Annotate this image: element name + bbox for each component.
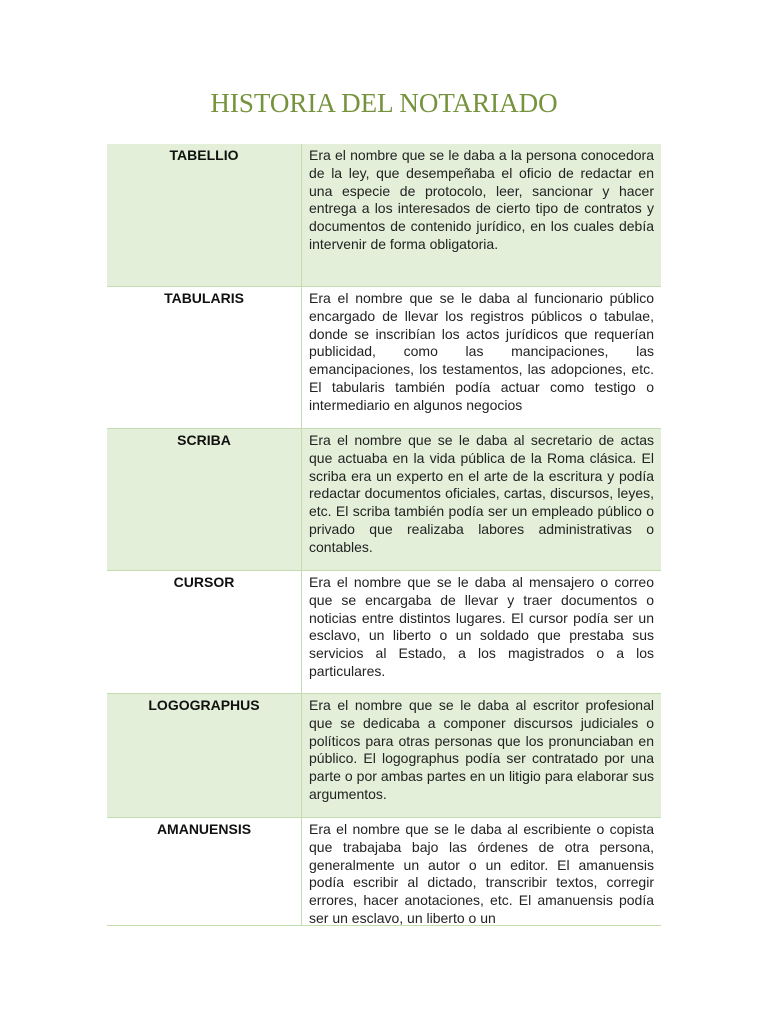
definition-cell: Era el nombre que se le daba al escribiente o copista que trabajaba bajo las órdenes de otra persona, generalmente un autor o un editor. El amanuensis podía escribir al dictado, transcribir textos, corregir errores, hacer anotaciones, etc. El amanuensis podía ser un esclavo, un liberto o un [309, 821, 654, 925]
table-row-scriba [107, 429, 661, 571]
term-cell: TABULARIS [107, 287, 302, 428]
definitions-table [107, 144, 661, 926]
table-row-logographus [107, 694, 661, 818]
table-row-cursor [107, 571, 661, 694]
definition-cell: Era el nombre que se le daba al mensajero o correo que se encargaba de llevar y traer documentos o noticias entre distintos lugares. El cursor podía ser un esclavo, un liberto o un soldado que prestaba sus servicios al Estado, a los magistrados o a los particulares. [309, 574, 654, 679]
definition-cell: Era el nombre que se le daba a la persona conocedora de la ley, que desempeñaba el oficio de redactar en una especie de protocolo, leer, sancionar y hacer entrega a los interesados de cierto tipo de contratos y documentos de contenido jurídico, en los cuales debía intervenir de forma obligatoria. [309, 147, 654, 252]
definition-cell: Era el nombre que se le daba al escritor profesional que se dedicaba a componer discursos judiciales o políticos para otras personas que los pronunciaban en público. El logographus podía ser contratado por una parte o por ambas partes en un litigio para elaborar sus argumentos. [309, 697, 654, 802]
term-cell: TABELLIO [107, 144, 302, 286]
page-title: HISTORIA DEL NOTARIADO [210, 88, 558, 118]
definition-cell: Era el nombre que se le daba al secretario de actas que actuaba en la vida pública de la Roma clásica. El scriba era un experto en el arte de la escritura y podía redactar documentos oficiales, cartas, discursos, leyes, etc. El scriba también podía ser un empleado público o privado que realizaba labores administrativas o contables. [309, 432, 654, 555]
term-cell: LOGOGRAPHUS [107, 694, 302, 817]
table-row-tabellio [107, 144, 661, 287]
table-row-amanuensis [107, 818, 661, 926]
term-cell: CURSOR [107, 571, 302, 693]
table-row-tabularis [107, 287, 661, 429]
term-cell: SCRIBA [107, 429, 302, 570]
term-cell: AMANUENSIS [107, 818, 302, 925]
definition-cell: Era el nombre que se le daba al funcionario público encargado de llevar los registros públicos o tabulae, donde se inscribían los actos jurídicos que requerían publicidad, como las mancipaciones, las emancipaciones, los testamentos, las adopciones, etc. El tabularis también podía actuar como testigo o intermediario en algunos negocios [309, 290, 654, 413]
